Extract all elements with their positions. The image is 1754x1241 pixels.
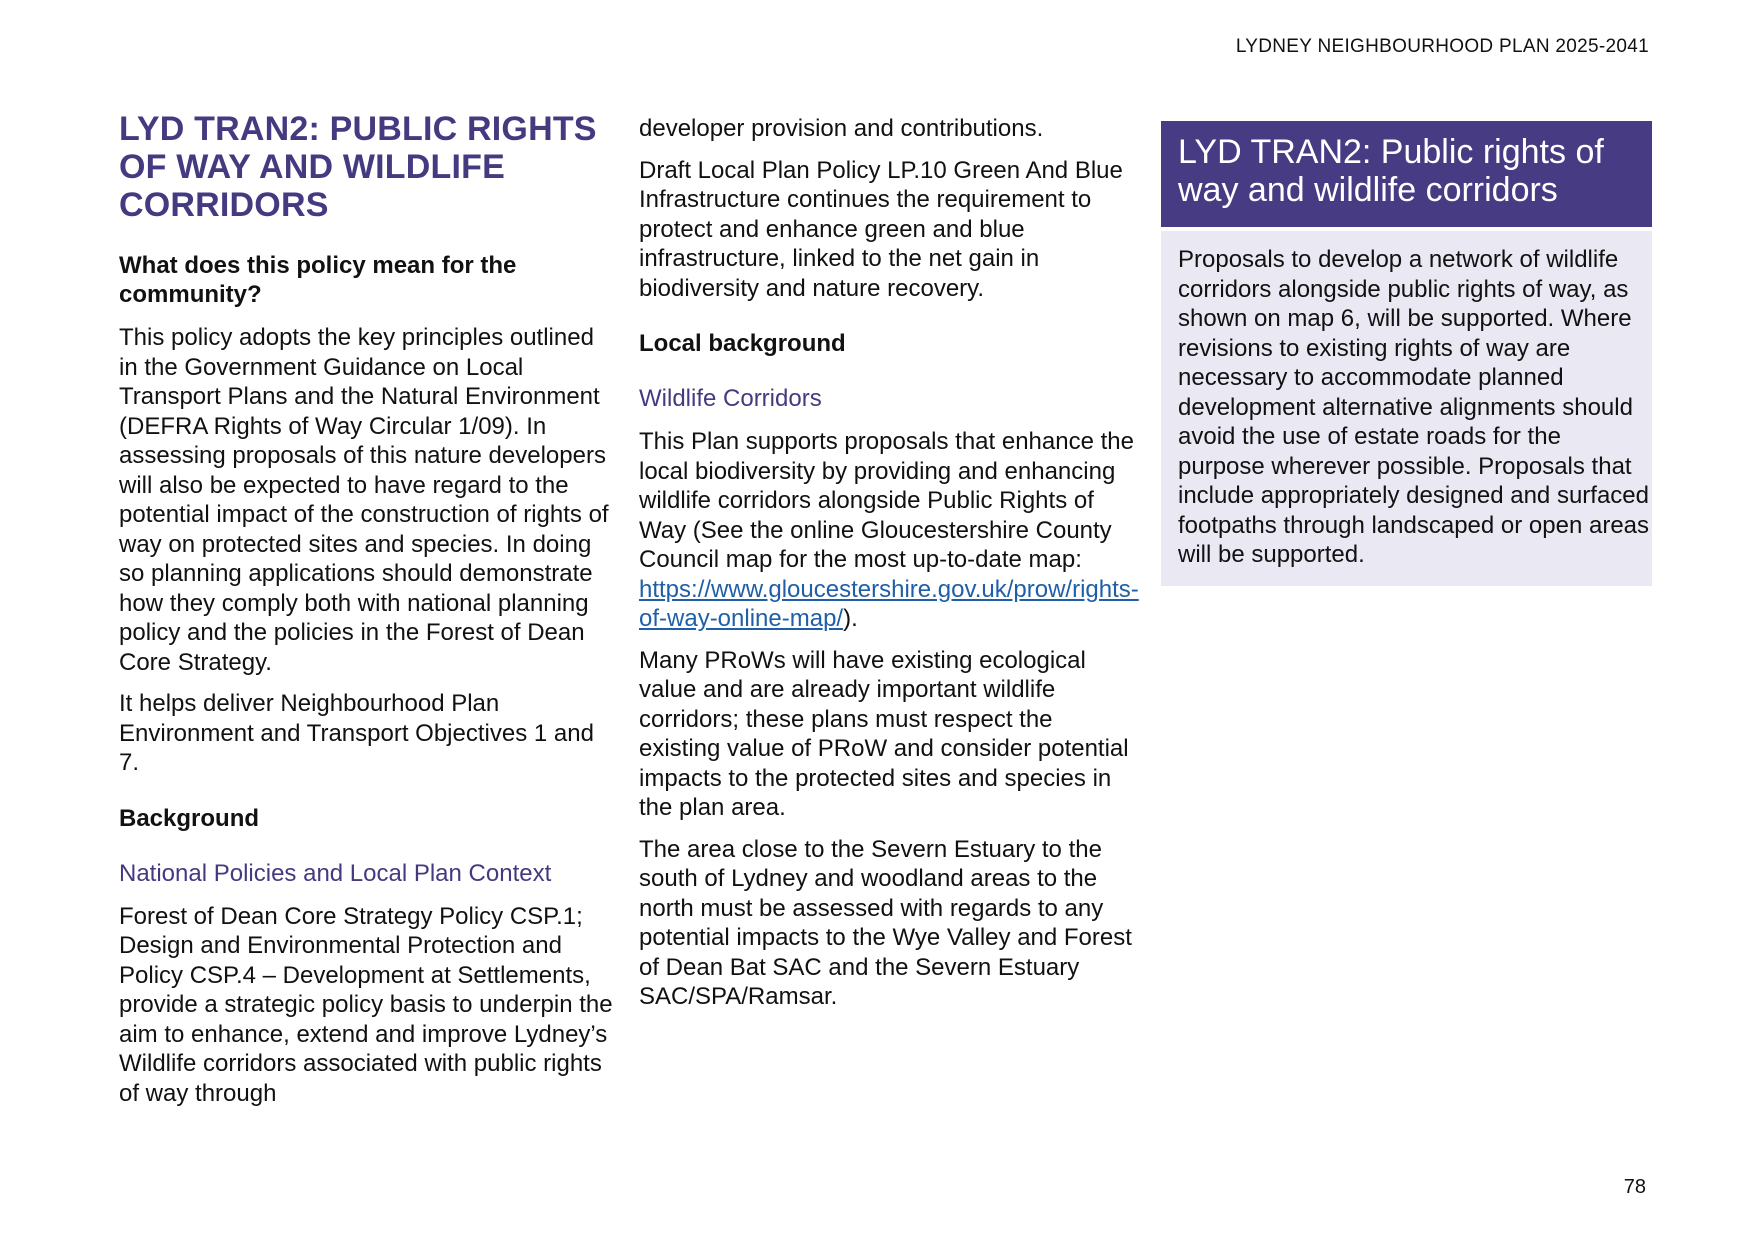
policy-box	[1161, 121, 1652, 586]
national-paragraph: Forest of Dean Core Strategy Policy CSP.1; Design and Environmental Protection and Policy CSP.4 – Development at Settlements, provide a strategic policy basis to underpin the aim to enhance, extend and improve Lydney’s Wildlife corridors associated with public rights of way through	[119, 902, 613, 1107]
local-background-heading: Local background	[639, 330, 846, 357]
wildlife-text: This Plan supports proposals that enhance the local biodiversity by providing and enhancing wildlife corridors alongside Public Rights of Way (See the online Gloucestershire County Council map for the most up-to-date map:	[639, 428, 1134, 573]
national-policies-heading: National Policies and Local Plan Context	[119, 859, 552, 887]
wildlife-text-end: ).	[843, 605, 858, 632]
wildlife-paragraph	[639, 427, 1137, 634]
left-column	[119, 110, 613, 1120]
middle-column	[639, 114, 1137, 1024]
community-paragraph-1: This policy adopts the key principles outlined in the Government Guidance on Local Transport Plans and the Natural Environment (DEFRA Rights of Way Circular 1/09). In assessing proposals of this nature developers will also be expected to have regard to the potential impact of the construction of rights of way on protected sites and species. In doing so planning applications should demonstrate how they comply both with national planning policy and the policies in the Forest of Dean Core Strategy.	[119, 324, 609, 676]
prow-map-link[interactable]: https://www.gloucestershire.gov.uk/prow/rights-of-way-online-map/	[639, 575, 1139, 632]
draft-local-plan-paragraph: Draft Local Plan Policy LP.10 Green And Blue Infrastructure continues the requirement to protect and enhance green and blue infrastructure, linked to the net gain in biodiversity and nature recovery.	[639, 156, 1123, 302]
severn-estuary-paragraph: The area close to the Severn Estuary to the south of Lydney and woodland areas to the north must be assessed with regards to any potential impacts to the Wye Valley and Forest of Dean Bat SAC and the Severn Estuary SAC/SPA/Ramsar.	[639, 835, 1132, 1010]
running-header: LYDNEY NEIGHBOURHOOD PLAN 2025-2041	[1235, 36, 1649, 57]
page-number: 78	[1623, 1176, 1646, 1198]
background-heading: Background	[119, 804, 260, 832]
continued-paragraph: developer provision and contributions.	[639, 115, 1044, 142]
wildlife-corridors-heading: Wildlife Corridors	[639, 385, 822, 412]
policy-box-title: LYD TRAN2: Public rights of way and wildlife corridors	[1161, 121, 1652, 227]
policy-box-text: Proposals to develop a network of wildlife corridors alongside public rights of way, as shown on map 6, will be supported. Where revisions to existing rights of way are necessary to accommodate planned development alternative alignments should avoid the use of estate roads for the purpose wherever possible. Proposals that include appropriately designed and surfaced footpaths through landscaped or open areas will be supported.	[1161, 231, 1652, 586]
page-title: LYD TRAN2: PUBLIC RIGHTS OF WAY AND WILDLIFE CORRIDORS	[119, 110, 597, 224]
prow-paragraph: Many PRoWs will have existing ecological value and are already important wildlife corridors; these plans must respect the existing value of PRoW and consider potential impacts to the protected sites and species in the plan area.	[639, 646, 1129, 821]
community-heading: What does this policy mean for the community?	[119, 252, 517, 308]
community-paragraph-2: It helps deliver Neighbourhood Plan Environment and Transport Objectives 1 and 7.	[119, 690, 594, 776]
